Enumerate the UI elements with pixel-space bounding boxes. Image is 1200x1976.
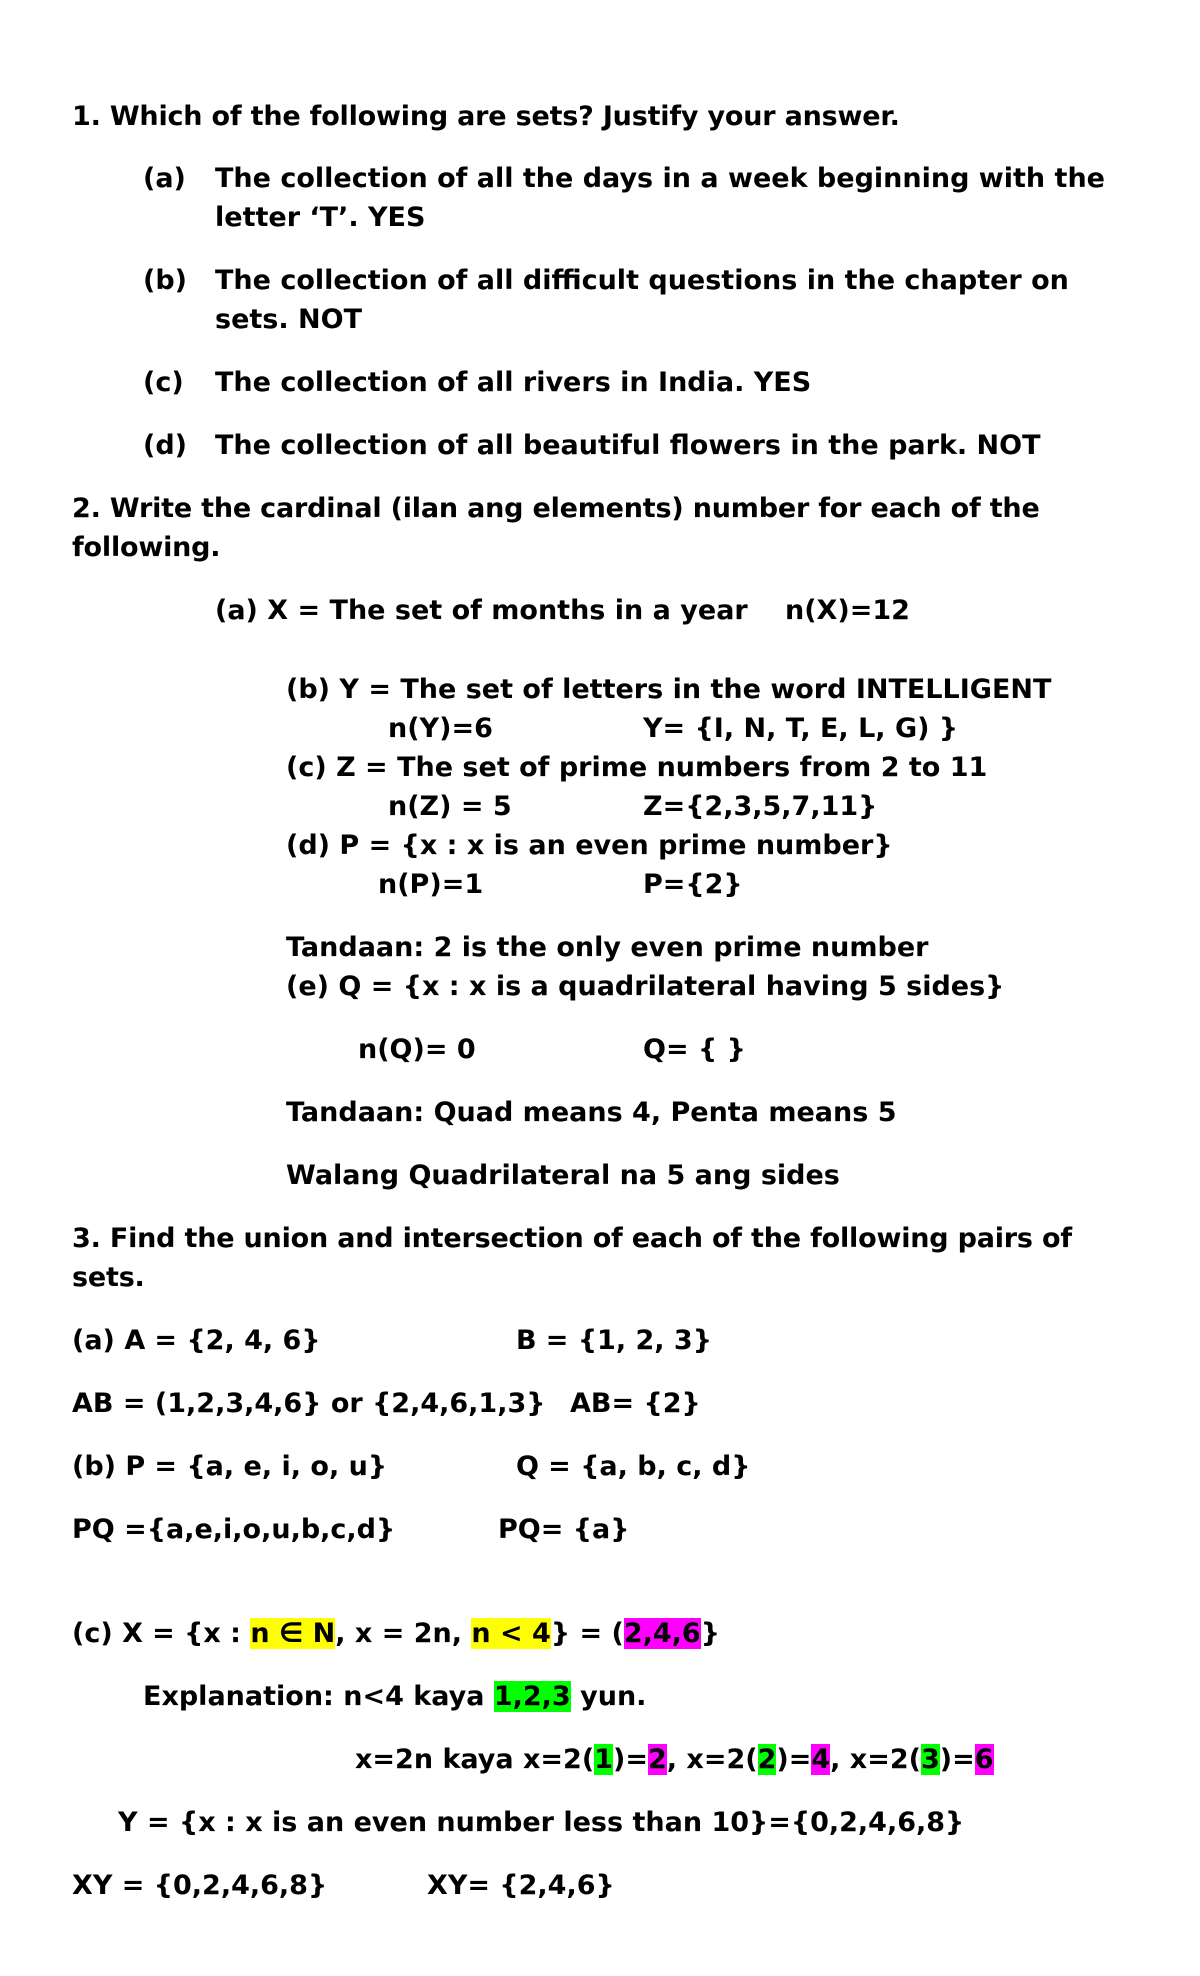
q1-a-line2: letter ‘T’. YES [215,202,426,233]
q2-c-count: n(Z) = 5 [388,791,512,822]
q2-d-set: P={2} [643,869,743,900]
q2-d-text: (d) P = {x : x is an even prime number} [286,830,893,861]
q3-a-set-a: (a) A = {2, 4, 6} [72,1325,321,1356]
q2-c-set: Z={2,3,5,7,11} [643,791,878,822]
highlight-n-less-4: n < 4 [471,1618,551,1649]
q2-d-count: n(P)=1 [378,869,484,900]
q3-a-intersection: AB= {2} [570,1388,701,1419]
q2-a-count: n(X)=12 [785,595,910,626]
q3-a-set-b: B = {1, 2, 3} [516,1325,712,1356]
q2-e-set: Q= { } [643,1034,746,1065]
q3-b-set-q: Q = {a, b, c, d} [516,1451,751,1482]
q1-b-label: (b) [143,265,188,296]
q3-a-union: AB = (1,2,3,4,6} or {2,4,6,1,3} [72,1388,546,1419]
highlight-2-4-6: 2,4,6 [623,1618,701,1649]
q3-b-set-p: (b) P = {a, e, i, o, u} [72,1451,388,1482]
q1-heading: 1. Which of the following are sets? Justify your answer. [72,101,900,132]
q1-d-line1: The collection of all beautiful flowers in the park. NOT [215,430,1041,461]
q1-d-label: (d) [143,430,188,461]
q2-heading-line2: following. [72,532,221,563]
q3-c-set-x: (c) X = {x : n ∈ N, x = 2n, n < 4} = (2,4,6} [72,1618,720,1649]
q2-note-no-quad: Walang Quadrilateral na 5 ang sides [286,1160,840,1191]
q1-c-label: (c) [143,367,184,398]
q3-c-union: XY = {0,2,4,6,8} [72,1870,328,1901]
q2-b-set: Y= {I, N, T, E, L, G) } [643,713,959,744]
highlight-1-2-3: 1,2,3 [493,1681,571,1712]
q1-b-line1: The collection of all difficult questions in the chapter on [215,265,1069,296]
q2-a-text: (a) X = The set of months in a year [215,595,748,626]
q2-e-text: (e) Q = {x : x is a quadrilateral having 5 sides} [286,971,1005,1002]
q1-a-label: (a) [143,163,186,194]
q3-b-intersection: PQ= {a} [498,1514,630,1545]
q3-c-set-y: Y = {x : x is an even number less than 10}={0,2,4,6,8} [118,1807,965,1838]
q2-note-quad-penta: Tandaan: Quad means 4, Penta means 5 [286,1097,897,1128]
q3-c-explanation: Explanation: n<4 kaya 1,2,3 yun. [143,1681,647,1712]
q2-note-even-prime: Tandaan: 2 is the only even prime number [286,932,929,963]
q1-b-line2: sets. NOT [215,304,362,335]
highlight-n-in-N: n ∈ N [250,1618,336,1649]
q3-heading-line1: 3. Find the union and intersection of each of the following pairs of [72,1223,1072,1254]
q2-heading-line1: 2. Write the cardinal (ilan ang elements) number for each of the [72,493,1040,524]
q2-e-count: n(Q)= 0 [358,1034,476,1065]
q3-c-calculation: x=2n kaya x=2(1)=2, x=2(2)=4, x=2(3)=6 [355,1744,994,1775]
q3-c-intersection: XY= {2,4,6} [427,1870,615,1901]
q1-c-line1: The collection of all rivers in India. YES [215,367,812,398]
q2-c-text: (c) Z = The set of prime numbers from 2 to 11 [286,752,988,783]
q3-heading-line2: sets. [72,1262,145,1293]
q3-b-union: PQ ={a,e,i,o,u,b,c,d} [72,1514,396,1545]
q1-a-line1: The collection of all the days in a week beginning with the [215,163,1105,194]
q2-b-count: n(Y)=6 [388,713,493,744]
q2-b-text: (b) Y = The set of letters in the word INTELLIGENT [286,674,1052,705]
